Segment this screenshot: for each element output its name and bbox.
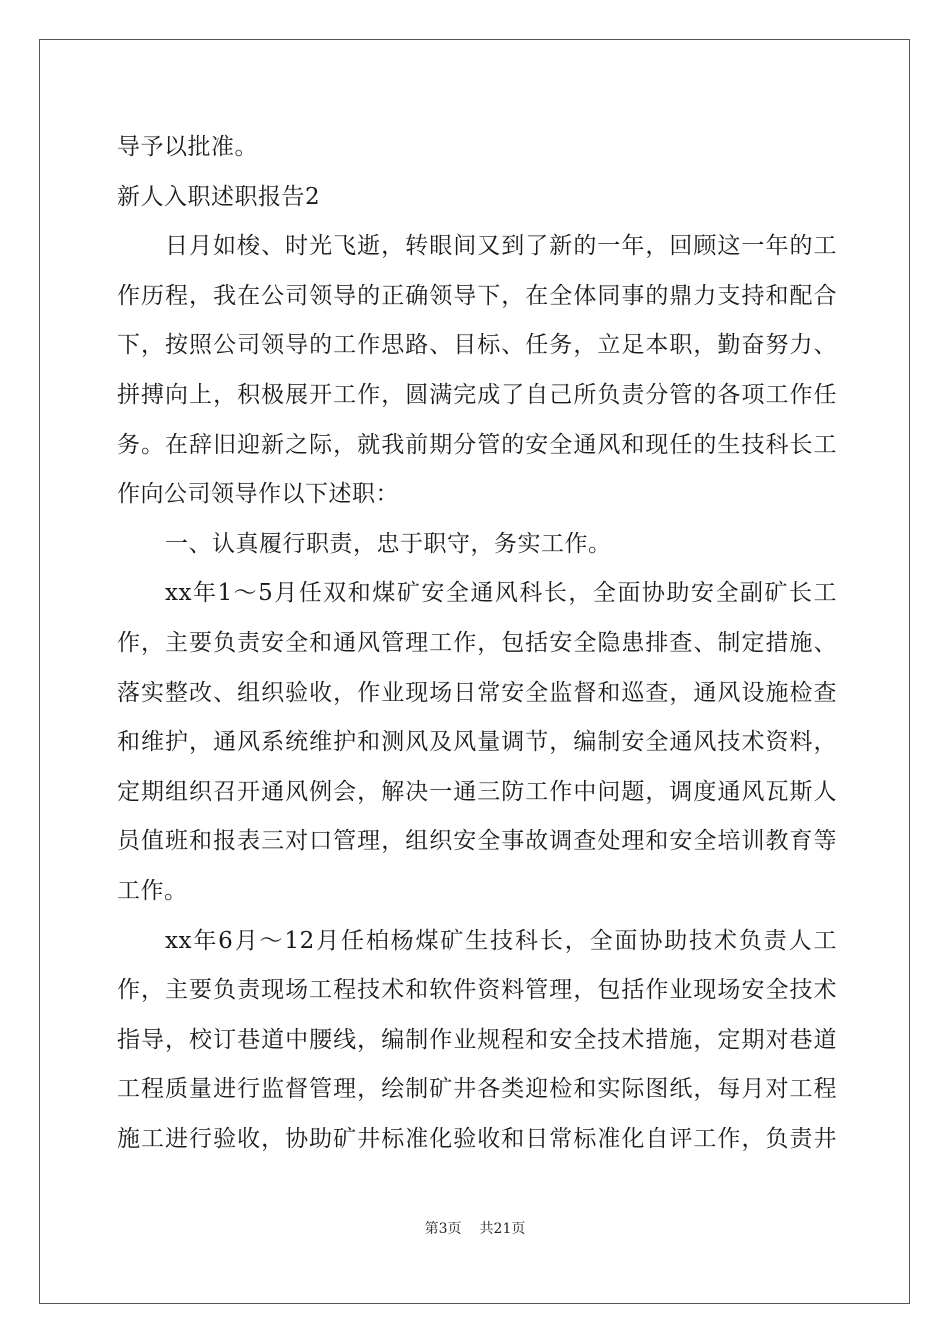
text-line: 指导，校订巷道中腰线，编制作业规程和安全技术措施，定期对巷道 — [117, 1026, 837, 1053]
text-line: 落实整改、组织验收，作业现场日常安全监督和巡查，通风设施检查 — [117, 679, 837, 706]
text-line: 员值班和报表三对口管理，组织安全事故调查处理和安全培训教育等 — [117, 828, 837, 855]
text-line: 作，主要负责现场工程技术和软件资料管理，包括作业现场安全技术 — [117, 977, 837, 1004]
text-line: 定期组织召开通风例会，解决一通三防工作中问题，调度通风瓦斯人 — [117, 778, 837, 805]
text-line: 作历程，我在公司领导的正确领导下，在全体同事的鼎力支持和配合 — [117, 282, 837, 309]
text-line: 务。在辞旧迎新之际，就我前期分管的安全通风和现任的生技科长工 — [117, 431, 837, 458]
text-line: 下，按照公司领导的工作思路、目标、任务，立足本职，勤奋努力、 — [117, 332, 837, 359]
text-line: 作，主要负责安全和通风管理工作，包括安全隐患排查、制定措施、 — [117, 629, 837, 656]
text-line: 导予以批准。 — [117, 134, 258, 160]
text-line: xx年6月～12月任柏杨煤矿生技科长，全面协助技术负责人工 — [165, 927, 837, 954]
text-line: 工程质量进行监督管理，绘制矿井各类迎检和实际图纸，每月对工程 — [117, 1076, 837, 1103]
page-number: 第3页 — [424, 1221, 462, 1237]
text-line: 和维护，通风系统维护和测风及风量调节，编制安全通风技术资料， — [117, 729, 837, 756]
text-line: 拼搏向上，积极展开工作，圆满完成了自己所负责分管的各项工作任 — [117, 381, 837, 408]
page-footer — [0, 1218, 950, 1238]
text-line: xx年1～5月任双和煤矿安全通风科长，全面协助安全副矿长工 — [165, 580, 837, 607]
text-line: 施工进行验收，协助矿井标准化验收和日常标准化自评工作，负责井 — [117, 1125, 837, 1152]
document-body — [117, 123, 837, 1164]
text-line: 一、认真履行职责，忠于职守，务实工作。 — [165, 530, 612, 557]
total-pages: 共21页 — [479, 1221, 526, 1237]
text-line: 新人入职述职报告2 — [117, 183, 321, 210]
text-line: 作向公司领导作以下述职： — [117, 481, 399, 508]
text-line: 工作。 — [117, 877, 188, 904]
text-line: 日月如梭、时光飞逝，转眼间又到了新的一年，回顾这一年的工 — [165, 233, 837, 260]
